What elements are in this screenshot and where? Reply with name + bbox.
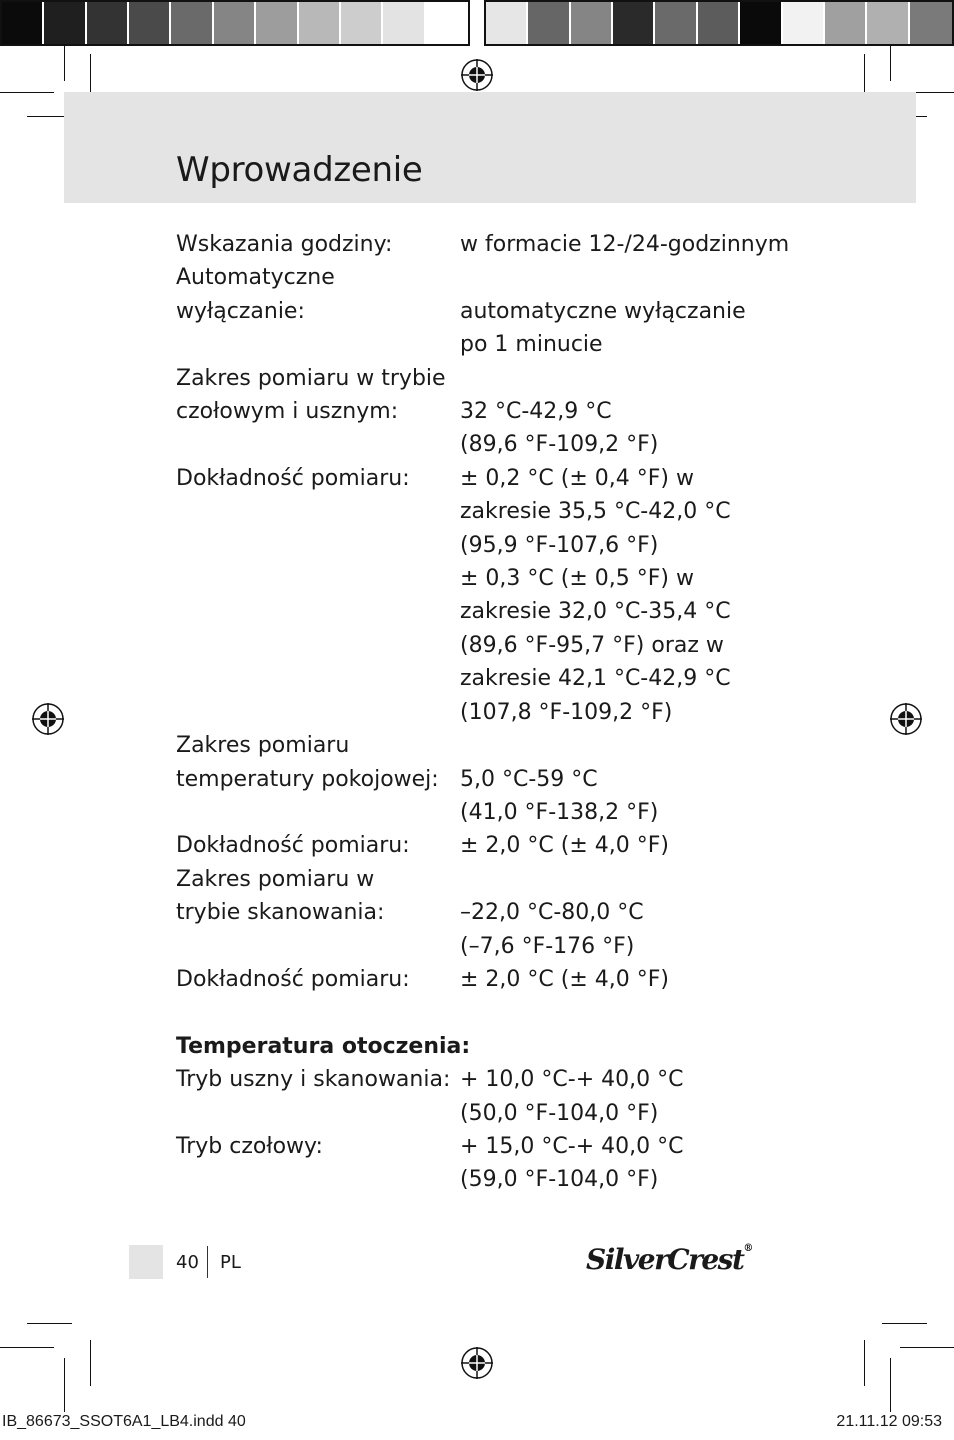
spec-rows [176,228,816,996]
spec-value: (89,6 °F-95,7 °F) oraz w [460,632,724,658]
spec-label: Dokładność pomiaru: [176,966,410,992]
spec-row [176,963,816,996]
spec-label: wyłączanie: [176,298,305,324]
spec-row [176,696,816,729]
spec-row [176,362,816,395]
spec-label [176,595,460,628]
page-title: Wprowadzenie [176,150,423,190]
spec-value: (–7,6 °F-176 °F) [460,933,635,959]
spec-label [176,662,460,695]
spec-value: ± 0,3 °C (± 0,5 °F) w [460,566,694,592]
color-swatch [383,2,425,44]
spec-row [176,595,816,628]
crop-mark [90,1340,91,1386]
color-swatch [44,2,86,44]
spec-row [176,796,816,829]
spec-value: ± 0,2 °C (± 0,4 °F) w [460,465,694,491]
spec-row [176,495,816,528]
color-swatch [341,2,383,44]
crop-mark [27,1323,72,1324]
spec-row [176,562,816,595]
registration-mark-icon [889,702,923,736]
spec-value: + 10,0 °C-+ 40,0 °C [460,1067,684,1093]
registered-trademark: ® [743,1243,754,1254]
color-swatch [129,2,171,44]
spec-label [176,328,460,361]
spec-value: (59,0 °F-104,0 °F) [460,1167,659,1193]
crop-mark [0,92,54,93]
spec-value: ± 2,0 °C (± 4,0 °F) [460,833,669,859]
page-number: 40 [176,1252,199,1273]
crop-mark [64,46,65,81]
spec-label [176,1163,460,1196]
spec-value: (50,0 °F-104,0 °F) [460,1100,659,1126]
spec-value: zakresie 42,1 °C-42,9 °C [460,666,731,692]
spec-value: po 1 minucie [460,332,603,358]
crop-mark [64,1358,65,1412]
crop-mark [890,46,891,81]
spec-label [176,696,460,729]
color-swatch [426,2,468,44]
spec-label: Automatyczne [176,265,335,291]
spec-row [176,629,816,662]
spec-row [176,428,816,461]
spec-label [176,1097,460,1130]
spec-row [176,395,816,428]
spec-label [176,529,460,562]
spec-label [176,629,460,662]
spec-value: + 15,0 °C-+ 40,0 °C [460,1133,684,1159]
spec-label [176,796,460,829]
spec-row [176,829,816,862]
spec-value: zakresie 35,5 °C-42,0 °C [460,499,731,525]
spec-label [176,495,460,528]
color-swatch [171,2,213,44]
color-swatch [2,2,44,44]
spec-label: trybie skanowania: [176,900,385,926]
spec-row [176,1163,816,1196]
spec-value [460,362,816,395]
ambient-temperature-heading: Temperatura otoczenia: [176,1033,471,1059]
slug-date-info: 21.11.12 09:53 [836,1413,942,1430]
color-swatch [655,2,697,44]
registration-mark-icon [460,58,494,92]
spec-row [176,930,816,963]
spec-label: Tryb uszny i skanowania: [176,1067,451,1093]
spec-row [176,261,816,294]
footer-divider [207,1246,208,1278]
crop-mark [900,1347,954,1348]
spec-value: (95,9 °F-107,6 °F) [460,532,659,558]
page-tab-marker [129,1245,163,1279]
color-swatch [825,2,867,44]
registration-mark-icon [31,702,65,736]
spec-value [460,729,816,762]
spec-label: Wskazania godziny: [176,232,393,257]
spec-label: czołowym i usznym: [176,399,399,425]
ambient-rows [176,1063,816,1197]
brand-logo [586,1243,753,1276]
brand-name: SilverCrest [586,1243,744,1276]
spec-value [460,261,816,294]
color-swatch [299,2,341,44]
crop-mark [0,1347,54,1348]
spec-value: (107,8 °F-109,2 °F) [460,699,673,725]
spec-row [176,462,816,495]
spec-label: Zakres pomiaru w trybie [176,365,446,391]
color-calibration-bar-left [0,0,470,46]
crop-mark [890,1358,891,1412]
spec-label: temperatury pokojowej: [176,766,439,792]
color-swatch [910,2,952,44]
spec-row [176,662,816,695]
color-swatch [256,2,298,44]
spec-row [176,1063,816,1096]
color-swatch [571,2,613,44]
spec-label: Zakres pomiaru [176,733,350,759]
spec-row [176,295,816,328]
color-swatch [783,2,825,44]
spec-value: 5,0 °C-59 °C [460,766,598,792]
spec-label: Dokładność pomiaru: [176,465,410,491]
spec-value: (41,0 °F-138,2 °F) [460,799,659,825]
spec-row [176,328,816,361]
color-swatch [214,2,256,44]
spec-label: Dokładność pomiaru: [176,833,410,859]
spec-row [176,729,816,762]
color-swatch [528,2,570,44]
spec-value [460,863,816,896]
slug-file-info: IB_86673_SSOT6A1_LB4.indd 40 [2,1413,246,1430]
spec-label [176,930,460,963]
color-calibration-bar-right [484,0,954,46]
spec-row [176,1130,816,1163]
spec-value: automatyczne wyłączanie [460,298,746,324]
crop-mark [882,1323,927,1324]
color-swatch [613,2,655,44]
spec-value: 32 °C-42,9 °C [460,399,612,425]
spec-label [176,428,460,461]
spec-row [176,529,816,562]
color-swatch [486,2,528,44]
spec-value: zakresie 32,0 °C-35,4 °C [460,599,731,625]
color-swatch [740,2,782,44]
spec-row [176,763,816,796]
spec-row [176,896,816,929]
specification-list [176,228,816,1197]
spec-value: ± 2,0 °C (± 4,0 °F) [460,966,669,992]
spec-row [176,228,816,261]
spec-label: Tryb czołowy: [176,1133,323,1159]
spec-value: w formacie 12-/24-godzinnym [460,232,790,257]
spec-row [176,863,816,896]
spec-label [176,562,460,595]
language-code: PL [220,1252,241,1273]
crop-mark [864,1340,865,1386]
color-swatch [698,2,740,44]
registration-mark-icon [460,1346,494,1380]
spec-value: –22,0 °C-80,0 °C [460,900,644,926]
spec-label: Zakres pomiaru w [176,866,375,892]
spec-row [176,1097,816,1130]
color-swatch [867,2,909,44]
color-swatch [87,2,129,44]
spec-value: (89,6 °F-109,2 °F) [460,432,659,458]
